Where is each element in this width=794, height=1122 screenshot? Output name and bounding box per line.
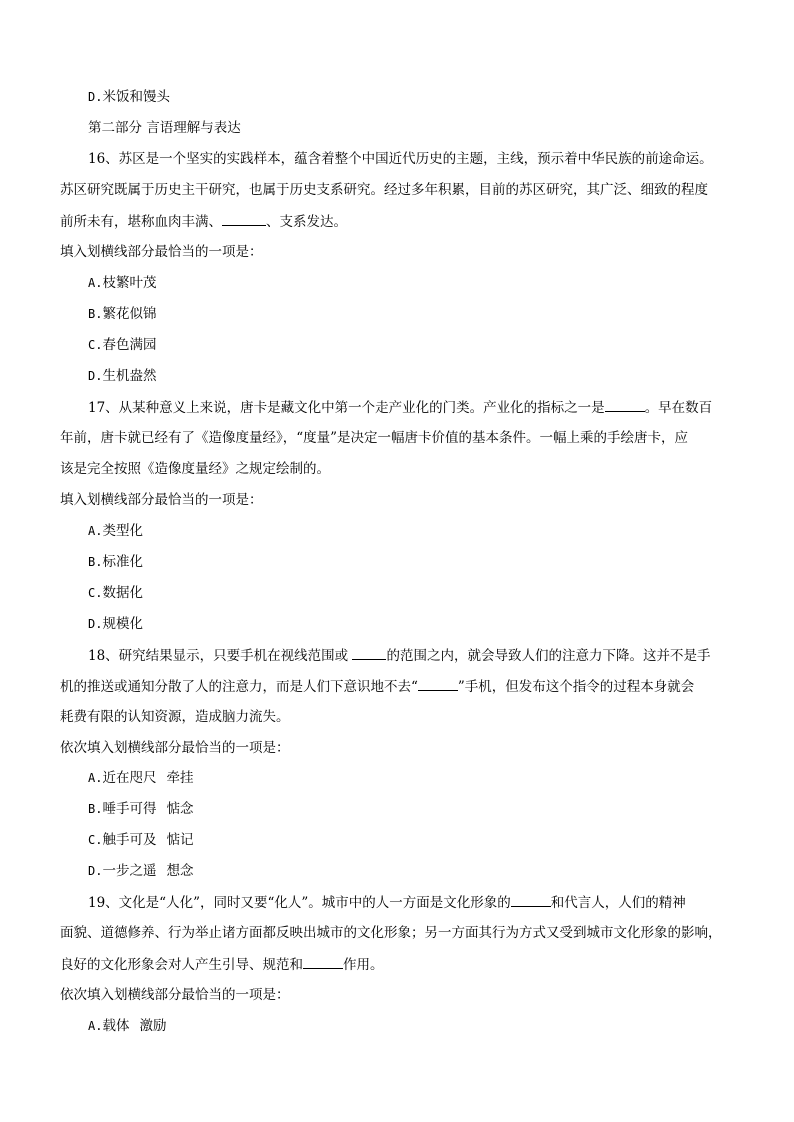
q18-line3: 耗费有限的认知资源，造成脑力流失。 <box>60 709 290 725</box>
option-text: 米饭和馒头 <box>102 89 170 105</box>
option-text-b: 想念 <box>166 863 194 879</box>
q18-line2-before: 机的推送或通知分散了人的注意力，而是人们下意识地不去“ <box>60 679 418 695</box>
option-letter: A. <box>88 276 103 290</box>
q17-option-a <box>88 521 143 541</box>
q17-option-b <box>88 552 143 572</box>
option-letter: A. <box>88 771 103 785</box>
option-text-b: 惦念 <box>166 801 194 817</box>
q16-prompt: 填入划横线部分最恰当的一项是： <box>60 244 263 260</box>
q19-line1-after: 和代言人，人们的精神 <box>550 895 686 911</box>
q17-line2: 年前，唐卡就已经有了《造像度量经》，“度量”是决定一幅唐卡价值的基本条件。一幅上乘的手绘唐卡，应 <box>60 430 689 446</box>
q16-option-c <box>88 335 156 355</box>
q17-option-d <box>88 614 143 634</box>
option-text-b: 激励 <box>139 1018 167 1034</box>
q16-line1: 16、苏区是一个坚实的实践样本，蕴含着整个中国近代历史的主题，主线，预示着中华民族的前途命运。 <box>88 151 713 167</box>
q16-option-d <box>88 366 156 386</box>
option-letter: D. <box>88 617 103 631</box>
q19-line3 <box>60 954 384 975</box>
q16-line2: 苏区研究既属于历史主干研究，也属于历史支系研究。经过多年积累，目前的苏区研究，其广泛、细致的程度 <box>60 182 708 198</box>
option-letter: B. <box>88 802 103 816</box>
option-d-prev <box>88 87 170 107</box>
q17-line1 <box>88 397 712 418</box>
q17-line3: 该是完全按照《造像度量经》之规定绘制的。 <box>60 461 330 477</box>
section-heading: 第二部分 言语理解与表达 <box>88 120 241 136</box>
option-text-a: 触手可及 <box>102 832 157 848</box>
q19-line2: 面貌、道德修养、行为举止诸方面都反映出城市的文化形象；另一方面其行为方式又受到城市文化形象的影响， <box>60 925 722 941</box>
q17-option-c <box>88 583 143 603</box>
option-text-a: 唾手可得 <box>102 801 157 817</box>
q17-blank <box>605 397 645 412</box>
q16-blank <box>222 211 266 226</box>
q18-blank-1 <box>352 645 386 660</box>
option-text-a: 近在咫尺 <box>102 770 157 786</box>
q19-prompt: 依次填入划横线部分最恰当的一项是： <box>60 987 290 1003</box>
q16-option-b <box>88 304 156 324</box>
q18-option-b <box>88 799 193 819</box>
option-text-a: 一步之遥 <box>102 863 157 879</box>
q16-option-a <box>88 273 156 293</box>
option-text: 枝繁叶茂 <box>102 275 157 291</box>
q17-prompt: 填入划横线部分最恰当的一项是： <box>60 492 263 508</box>
q18-option-a <box>88 768 193 788</box>
option-text: 标准化 <box>102 554 143 570</box>
q19-option-a <box>88 1016 166 1036</box>
q19-line1 <box>88 892 686 913</box>
q18-prompt: 依次填入划横线部分最恰当的一项是： <box>60 740 290 756</box>
option-letter: B. <box>88 555 103 569</box>
q18-line2-after: ”手机，但发布这个指令的过程本身就会 <box>457 679 695 695</box>
q16-line3 <box>60 211 347 232</box>
option-letter: C. <box>88 338 103 352</box>
q16-line3-after: 、支系发达。 <box>266 214 347 230</box>
q18-line1 <box>88 645 710 666</box>
q18-line1-after: 的范围之内，就会导致人们的注意力下降。这并不是手 <box>386 648 711 664</box>
option-letter: C. <box>88 586 103 600</box>
q19-line1-before: 19、文化是“人化”，同时又要“化人”。城市中的人一方面是文化形象的 <box>88 895 511 911</box>
q17-line1-after: 。早在数百 <box>644 400 713 416</box>
q19-line3-before: 良好的文化形象会对人产生引导、规范和 <box>60 957 303 973</box>
option-letter: B. <box>88 307 103 321</box>
q19-blank-1 <box>511 892 551 907</box>
option-text: 繁花似锦 <box>102 306 157 322</box>
option-letter: C. <box>88 833 103 847</box>
option-letter: D. <box>88 864 103 878</box>
option-text-a: 载体 <box>102 1018 130 1034</box>
option-letter: A. <box>88 524 103 538</box>
q18-line1-before: 18、研究结果显示，只要手机在视线范围或 <box>88 648 353 664</box>
q18-blank-2 <box>418 676 458 691</box>
option-letter: A. <box>88 1019 103 1033</box>
q18-option-d <box>88 861 193 881</box>
q18-line2 <box>60 676 694 697</box>
option-text-b: 牵挂 <box>166 770 194 786</box>
q19-blank-2 <box>303 954 343 969</box>
q18-option-c <box>88 830 193 850</box>
option-text: 春色满园 <box>102 337 157 353</box>
option-letter: D. <box>88 90 103 104</box>
option-letter: D. <box>88 369 103 383</box>
option-text-b: 惦记 <box>166 832 194 848</box>
option-text: 规模化 <box>102 616 143 632</box>
option-text: 类型化 <box>102 523 143 539</box>
option-text: 数据化 <box>102 585 143 601</box>
option-text: 生机盎然 <box>102 368 157 384</box>
q17-line1-before: 17、从某种意义上来说，唐卡是藏文化中第一个走产业化的门类。产业化的指标之一是 <box>88 400 605 416</box>
q16-line3-before: 前所未有，堪称血肉丰满、 <box>60 214 222 230</box>
q19-line3-after: 作用。 <box>343 957 384 973</box>
